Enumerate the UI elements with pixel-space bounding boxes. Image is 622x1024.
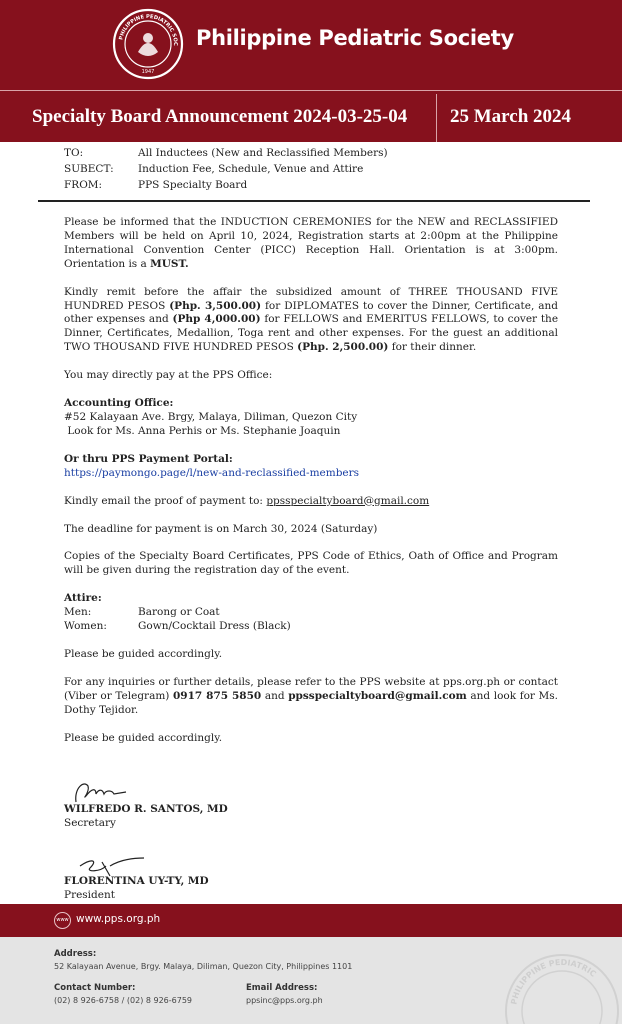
org-name: Philippine Pediatric Society (196, 26, 514, 50)
inquiry-phone: 0917 875 5850 (173, 689, 262, 702)
footer-contact-panel (0, 937, 622, 1024)
accounting-heading: Accounting Office: (64, 397, 174, 410)
footer-address-value: 52 Kalayaan Avenue, Brgy. Malaya, Diliman, Quezon City, Philippines 1101 (54, 962, 353, 971)
svg-text:PHILIPPINE PEDIATRIC: PHILIPPINE PEDIATRIC (509, 957, 598, 1006)
header-divider-line (0, 90, 622, 91)
paragraph-deadline: The deadline for payment is on March 30, 2024 (Saturday) (64, 522, 378, 535)
attire-block (64, 592, 558, 634)
attire-women-value: Gown/Cocktail Dress (Black) (138, 620, 291, 633)
memo-divider (38, 200, 590, 202)
email-proof-link[interactable]: ppsspecialtyboard@gmail.com (266, 494, 430, 507)
email-proof-text: Kindly email the proof of payment to: (64, 494, 267, 507)
memo-to-label: TO: (64, 147, 84, 159)
pps-seal-logo (112, 8, 184, 80)
announcement-title: Specialty Board Announcement 2024-03-25-04 (32, 106, 408, 127)
signatory-1 (64, 802, 228, 830)
fee-text-g: for their dinner. (391, 341, 477, 354)
footer-contact-label: Contact Number: (54, 983, 136, 993)
signatory-1-title: Secretary (64, 817, 116, 829)
signatory-2-name: FLORENTINA UY-TY, MD (64, 875, 209, 887)
signatory-2-title: President (64, 889, 115, 901)
accounting-address: #52 Kalayaan Ave. Brgy, Malaya, Diliman, Quezon City (64, 410, 358, 423)
accounting-office-block (64, 397, 558, 439)
attire-men-row (64, 606, 558, 620)
svg-text:1947: 1947 (141, 69, 155, 75)
induction-text: Please be informed that the INDUCTION CEREMONIES for the NEW and RECLASSIFIED Members will be held on April 10, 2024, Registration starts at 2:00pm at the Philippine International Convention Center (PICC) Reception Hall. Orientation is at 3:00pm. Orientation is a (64, 216, 558, 270)
fee-fellows: (Php 4,000.00) (172, 313, 261, 326)
paragraph-copies: Copies of the Specialty Board Certificates, PPS Code of Ethics, Oath of Office and Program will be given during the registration day of the event. (64, 550, 558, 577)
payment-portal-link[interactable]: https://paymongo.page/l/new-and-reclassified-members (64, 466, 360, 479)
paragraph-fees (64, 286, 558, 356)
paragraph-induction (64, 216, 558, 272)
header-band (0, 0, 622, 142)
memo-to-value: All Inductees (New and Reclassified Members) (138, 147, 388, 159)
inquiry-and: and (264, 689, 285, 702)
induction-must: MUST. (150, 257, 189, 270)
memo-from-label: FROM: (64, 179, 103, 191)
memo-block (64, 145, 388, 193)
paragraph-inquiries (64, 676, 558, 718)
memo-subject-value: Induction Fee, Schedule, Venue and Attire (138, 163, 364, 175)
memo-to-row (64, 145, 388, 161)
footer-contact-value: (02) 8 926-6758 / (02) 8 926-6759 (54, 996, 193, 1005)
fee-guest: (Php. 2,500.00) (297, 341, 389, 354)
globe-icon: www (54, 912, 71, 929)
attire-women-label: Women: (64, 620, 107, 633)
fee-diplomates: (Php. 3,500.00) (169, 299, 262, 312)
fee-text-a: Kindly remit before the affair the subsidized amount of THREE THOUSAND FIVE HUNDRED PESOS (64, 285, 558, 312)
fee-text-c: for DIPLOMATES to cover the Dinner, Certificate, and other expenses and (64, 299, 559, 326)
inquiry-email: ppsspecialtyboard@gmail.com (288, 689, 467, 702)
svg-text:PHILIPPINE PEDIATRIC SOCIETY: PHILIPPINE PEDIATRIC SOC (118, 13, 179, 46)
footer-website-link[interactable]: www.pps.org.ph (76, 913, 161, 925)
accounting-contact: Look for Ms. Anna Perhis or Ms. Stephanie Joaquin (64, 424, 341, 437)
attire-men-value: Barong or Coat (138, 606, 220, 619)
inquiry-text-b: and look for Ms. Dothy Tejidor. (64, 689, 558, 716)
paragraph-guided-2: Please be guided accordingly. (64, 731, 223, 744)
paragraph-pay-office: You may directly pay at the PPS Office: (64, 369, 273, 382)
portal-heading: Or thru PPS Payment Portal: (64, 452, 233, 465)
footer-email-label: Email Address: (246, 983, 318, 993)
payment-portal-block (64, 453, 558, 481)
attire-men-label: Men: (64, 606, 92, 619)
memo-subject-row (64, 161, 388, 177)
memo-subject-label: SUBECT: (64, 163, 114, 175)
memo-from-value: PPS Specialty Board (138, 179, 248, 191)
inquiry-text-a: For any inquiries or further details, please refer to the PPS website at pps.org.ph or contact (Viber or Telegram) (64, 675, 558, 702)
paragraph-guided-1: Please be guided accordingly. (64, 647, 223, 660)
header-vertical-divider (436, 94, 437, 142)
attire-heading: Attire: (64, 592, 102, 605)
footer-seal-watermark (502, 951, 622, 1024)
paragraph-email-proof (64, 495, 558, 509)
announcement-body (64, 216, 558, 745)
announcement-date: 25 March 2024 (450, 106, 572, 127)
signatory-2 (64, 874, 209, 902)
footer-address-label: Address: (54, 949, 97, 959)
signatory-1-name: WILFREDO R. SANTOS, MD (64, 803, 228, 815)
memo-from-row (64, 177, 388, 193)
fee-text-e: for FELLOWS and EMERITUS FELLOWS, to cover the Dinner, Certificates, Medallion, Toga rent and other expenses. For the guest an additional TWO THOUSAND FIVE HUNDRED PESOS (64, 313, 559, 354)
footer-email-value[interactable]: ppsinc@pps.org.ph (246, 996, 323, 1005)
attire-women-row (64, 620, 558, 634)
